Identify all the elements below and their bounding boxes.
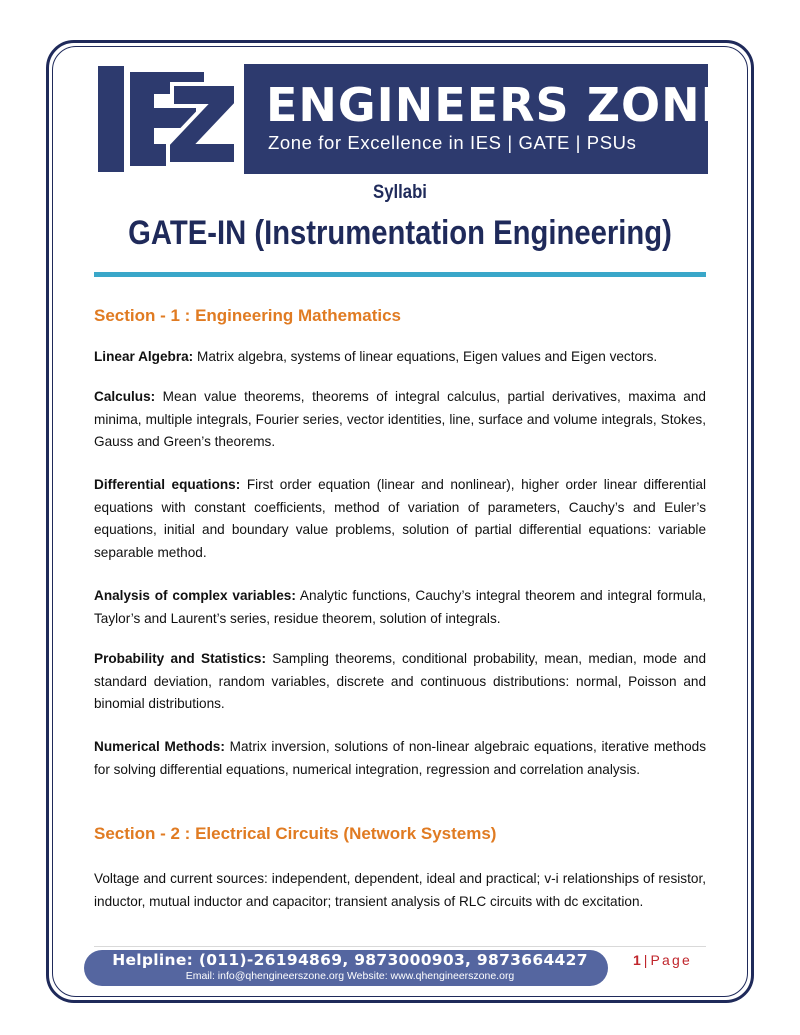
document-title: GATE-IN (Instrumentation Engineering) — [128, 214, 672, 252]
page-separator: | — [643, 952, 648, 968]
paragraph-text: Analytic functions, Cauchy’s integral theorem and integral formula, Taylor’s and Laurent’s series, residue theorem, solution of integrals. — [94, 588, 707, 626]
paragraph-label: Differential equations: — [94, 477, 241, 492]
paragraph-label: Calculus: — [94, 389, 156, 404]
section-heading-1: Section - 1 : Engineering Mathematics — [94, 306, 402, 325]
ez-logo — [96, 64, 244, 174]
paragraph-complex-variables — [94, 585, 706, 630]
paragraph-text: Matrix algebra, systems of linear equations, Eigen values and Eigen vectors. — [193, 349, 658, 364]
paragraph-linear-algebra — [94, 346, 706, 369]
helpline-text: Helpline: (011)-26194869, 9873000903, 9873664427 — [112, 951, 588, 969]
paragraph-differential-equations — [94, 474, 706, 564]
ez-logo-icon — [96, 64, 244, 174]
paragraph-text: Sampling theorems, conditional probability, mean, median, mode and standard deviation, random variables, discrete and continuous distributions: normal, Poisson and binomial distributions. — [94, 651, 707, 711]
paragraph-calculus — [94, 386, 706, 454]
paragraph-numerical-methods — [94, 736, 706, 781]
paragraph-text: Matrix inversion, solutions of non-linear algebraic equations, iterative methods for solving differential equations, numerical integration, regression and correlation analysis. — [94, 739, 706, 777]
paragraph-label: Probability and Statistics: — [94, 651, 266, 666]
document-kicker: Syllabi — [373, 182, 427, 203]
paragraph-text: Voltage and current sources: independent, dependent, ideal and practical; v-i relationships of resistor, inductor, mutual inductor and capacitor; transient analysis of RLC circuits with dc excitation. — [94, 871, 706, 909]
paragraph-probability-statistics — [94, 648, 706, 716]
footer-divider — [94, 946, 706, 947]
section-heading-2: Section - 2 : Electrical Circuits (Network Systems) — [94, 824, 497, 843]
paragraph-text: Mean value theorems, theorems of integral calculus, partial derivatives, maxima and minima, multiple integrals, Fourier series, vector identities, line, surface and volume integrals, Stokes, Gauss and Green’s theorems. — [94, 389, 706, 449]
paragraph-label: Numerical Methods: — [94, 739, 225, 754]
page-number-value: 1 — [633, 952, 641, 968]
page-word: Page — [650, 952, 692, 968]
contact-text: Email: info@qhengineerszone.org Website: www.qhengineerszone.org — [185, 970, 515, 982]
brand-tagline: Zone for Excellence in IES | GATE | PSUs — [268, 132, 637, 153]
header-banner — [96, 64, 734, 174]
paragraph-label: Linear Algebra: — [94, 349, 194, 364]
brand-name: ENGINEERS ZONE — [266, 78, 734, 132]
paragraph-text: First order equation (linear and nonlinear), higher order linear differential equations with constant coefficients, method of variation of parameters, Cauchy’s and Euler’s equations, initial and boundary value problems, solution of partial differential equations: variable separable method. — [94, 477, 706, 560]
title-divider — [94, 272, 706, 277]
page-number — [633, 952, 692, 968]
paragraph-label: Analysis of complex variables: — [94, 588, 296, 603]
paragraph-voltage-current-sources — [94, 868, 706, 913]
